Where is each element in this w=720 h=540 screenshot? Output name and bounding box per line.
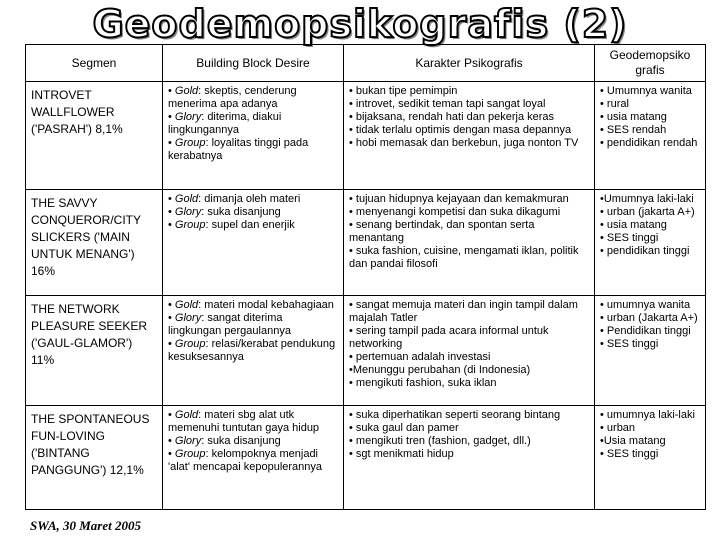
segment-table [25,44,706,510]
geodemo-line: • Umumnya wanita [600,85,692,97]
building-block-line: • Group: supel dan enerjik [168,219,295,231]
geodemo-line: •Umumnya laki-laki [600,193,694,205]
karakter-line: • menyenangi kompetisi dan suka dikagumi [349,206,561,218]
karakter-line: • pertemuan adalah investasi [349,351,491,363]
karakter-line: • tidak terlalu optimis dengan masa depannya [349,124,572,136]
building-block-label: Gold [174,193,199,205]
segment-cell: THE SPONTANEOUS FUN-LOVING ('BINTANG PANGGUNG') 12,1% [26,406,163,510]
karakter-cell [344,190,595,296]
building-block-text: : kelompoknya menjadi 'alat' mencapai kepopulerannya [168,448,323,473]
karakter-line: • introvet, sedikit teman tapi sangat loyal [349,98,546,110]
karakter-line: • bukan tipe pemimpin [349,85,458,97]
building-block-text: : materi modal kebahagiaan [198,299,334,311]
segment-cell: THE NETWORK PLEASURE SEEKER ('GAUL-GLAMOR') 11% [26,296,163,406]
header-geodemo: Geodemopsiko grafis [595,45,706,82]
karakter-line: •Menunggu perubahan (di Indonesia) [349,364,531,376]
geodemo-line: • SES rendah [600,124,667,136]
karakter-line: • senang bertindak, dan spontan serta menantang [349,219,535,244]
karakter-line: • sgt menikmati hidup [349,448,454,460]
building-block-text: : dimanja oleh materi [198,193,301,205]
geodemo-cell [595,406,706,510]
building-block-text: : loyalitas tinggi pada kerabatnya [168,137,309,162]
header-building-block: Building Block Desire [163,45,344,82]
table-row [26,296,706,406]
building-block-label: Gold [174,409,199,421]
table-row [26,406,706,510]
karakter-line: • tujuan hidupnya kejayaan dan kemakmuran [349,193,569,205]
header-segment: Segmen [26,45,163,82]
building-block-line: • Glory: suka disanjung [168,206,281,218]
building-block-text: : suka disanjung [201,435,281,447]
karakter-cell [344,406,595,510]
building-block-line: • Group: loyalitas tinggi pada kerabatnya [168,137,309,162]
karakter-cell [344,82,595,190]
source-note: SWA, 30 Maret 2005 [30,518,141,533]
building-block-label: Glory [174,206,202,218]
karakter-line: • suka gaul dan pamer [349,422,459,434]
karakter-line: • suka diperhatikan seperti seorang bintang [349,409,561,421]
karakter-line: • mengikuti tren (fashion, gadget, dll.) [349,435,531,447]
building-block-label: Group [174,338,206,350]
geodemo-line: • SES tinggi [600,232,659,244]
building-block-text: : diterima, diakui lingkungannya [168,111,282,136]
building-block-text: : materi sbg alat utk memenuhi tuntutan gaya hidup [168,409,320,434]
geodemo-cell [595,190,706,296]
geodemo-line: • usia matang [600,111,667,123]
geodemo-line: • SES tinggi [600,448,659,460]
building-block-line: • Group: relasi/kerabat pendukung kesuksesannya [168,338,336,363]
geodemo-line: • urban [600,422,636,434]
geodemo-line: • umumnya laki-laki [600,409,695,421]
building-block-cell [163,82,344,190]
building-block-line: • Glory: diterima, diakui lingkungannya [168,111,282,136]
geodemo-line: •Usia matang [600,435,666,447]
building-block-text: : sangat diterima lingkungan pergaulannya [168,312,291,337]
geodemo-line: • urban (jakarta A+) [600,206,695,218]
table-row [26,190,706,296]
building-block-line: • Gold: materi sbg alat utk memenuhi tuntutan gaya hidup [168,409,320,434]
building-block-label: Glory [174,312,202,324]
geodemo-cell [595,82,706,190]
building-block-line: • Gold: dimanja oleh materi [168,193,301,205]
building-block-cell [163,406,344,510]
karakter-line: • bijaksana, rendah hati dan pekerja keras [349,111,555,123]
building-block-line: • Gold: materi modal kebahagiaan [168,299,334,311]
karakter-line: • sangat memuja materi dan ingin tampil dalam majalah Tatler [349,299,578,324]
karakter-line: • sering tampil pada acara informal untuk networking [349,325,549,350]
table-row [26,82,706,190]
building-block-text: : suka disanjung [201,206,281,218]
building-block-line: • Glory: sangat diterima lingkungan pergaulannya [168,312,291,337]
table-header-row [26,45,706,82]
building-block-label: Glory [174,435,202,447]
geodemo-line: • Pendidikan tinggi [600,325,691,337]
building-block-cell [163,296,344,406]
building-block-label: Group [174,448,206,460]
building-block-label: Glory [174,111,202,123]
segment-cell: INTROVET WALLFLOWER ('PASRAH') 8,1% [26,82,163,190]
geodemo-line: • pendidikan rendah [600,137,698,149]
geodemo-cell [595,296,706,406]
building-block-text: : supel dan enerjik [205,219,295,231]
geodemo-line: • rural [600,98,629,110]
geodemo-line: • umumnya wanita [600,299,691,311]
segment-cell: THE SAVVY CONQUEROR/CITY SLICKERS ('MAIN UNTUK MENANG') 16% [26,190,163,296]
building-block-cell [163,190,344,296]
building-block-text: : skeptis, cenderung menerima apa adanya [168,85,297,110]
building-block-label: Group [174,137,206,149]
slide-title: Geodemopsikografis (2) [92,2,628,46]
building-block-label: Group [174,219,206,231]
geodemo-line: • urban (Jakarta A+) [600,312,698,324]
geodemo-line: • usia matang [600,219,667,231]
karakter-line: • mengikuti fashion, suka iklan [349,377,497,389]
building-block-label: Gold [174,299,199,311]
karakter-line: • hobi memasak dan berkebun, juga nonton TV [349,137,579,149]
karakter-line: • suka fashion, cuisine, mengamati iklan, politik dan pandai filosofi [349,245,579,270]
building-block-line: • Group: kelompoknya menjadi 'alat' mencapai kepopulerannya [168,448,323,473]
building-block-line: • Glory: suka disanjung [168,435,281,447]
building-block-text: : relasi/kerabat pendukung kesuksesannya [168,338,336,363]
geodemo-line: • SES tinggi [600,338,659,350]
building-block-line: • Gold: skeptis, cenderung menerima apa adanya [168,85,297,110]
geodemo-line: • pendidikan tinggi [600,245,690,257]
building-block-label: Gold [174,85,199,97]
header-karakter: Karakter Psikografis [344,45,595,82]
karakter-cell [344,296,595,406]
